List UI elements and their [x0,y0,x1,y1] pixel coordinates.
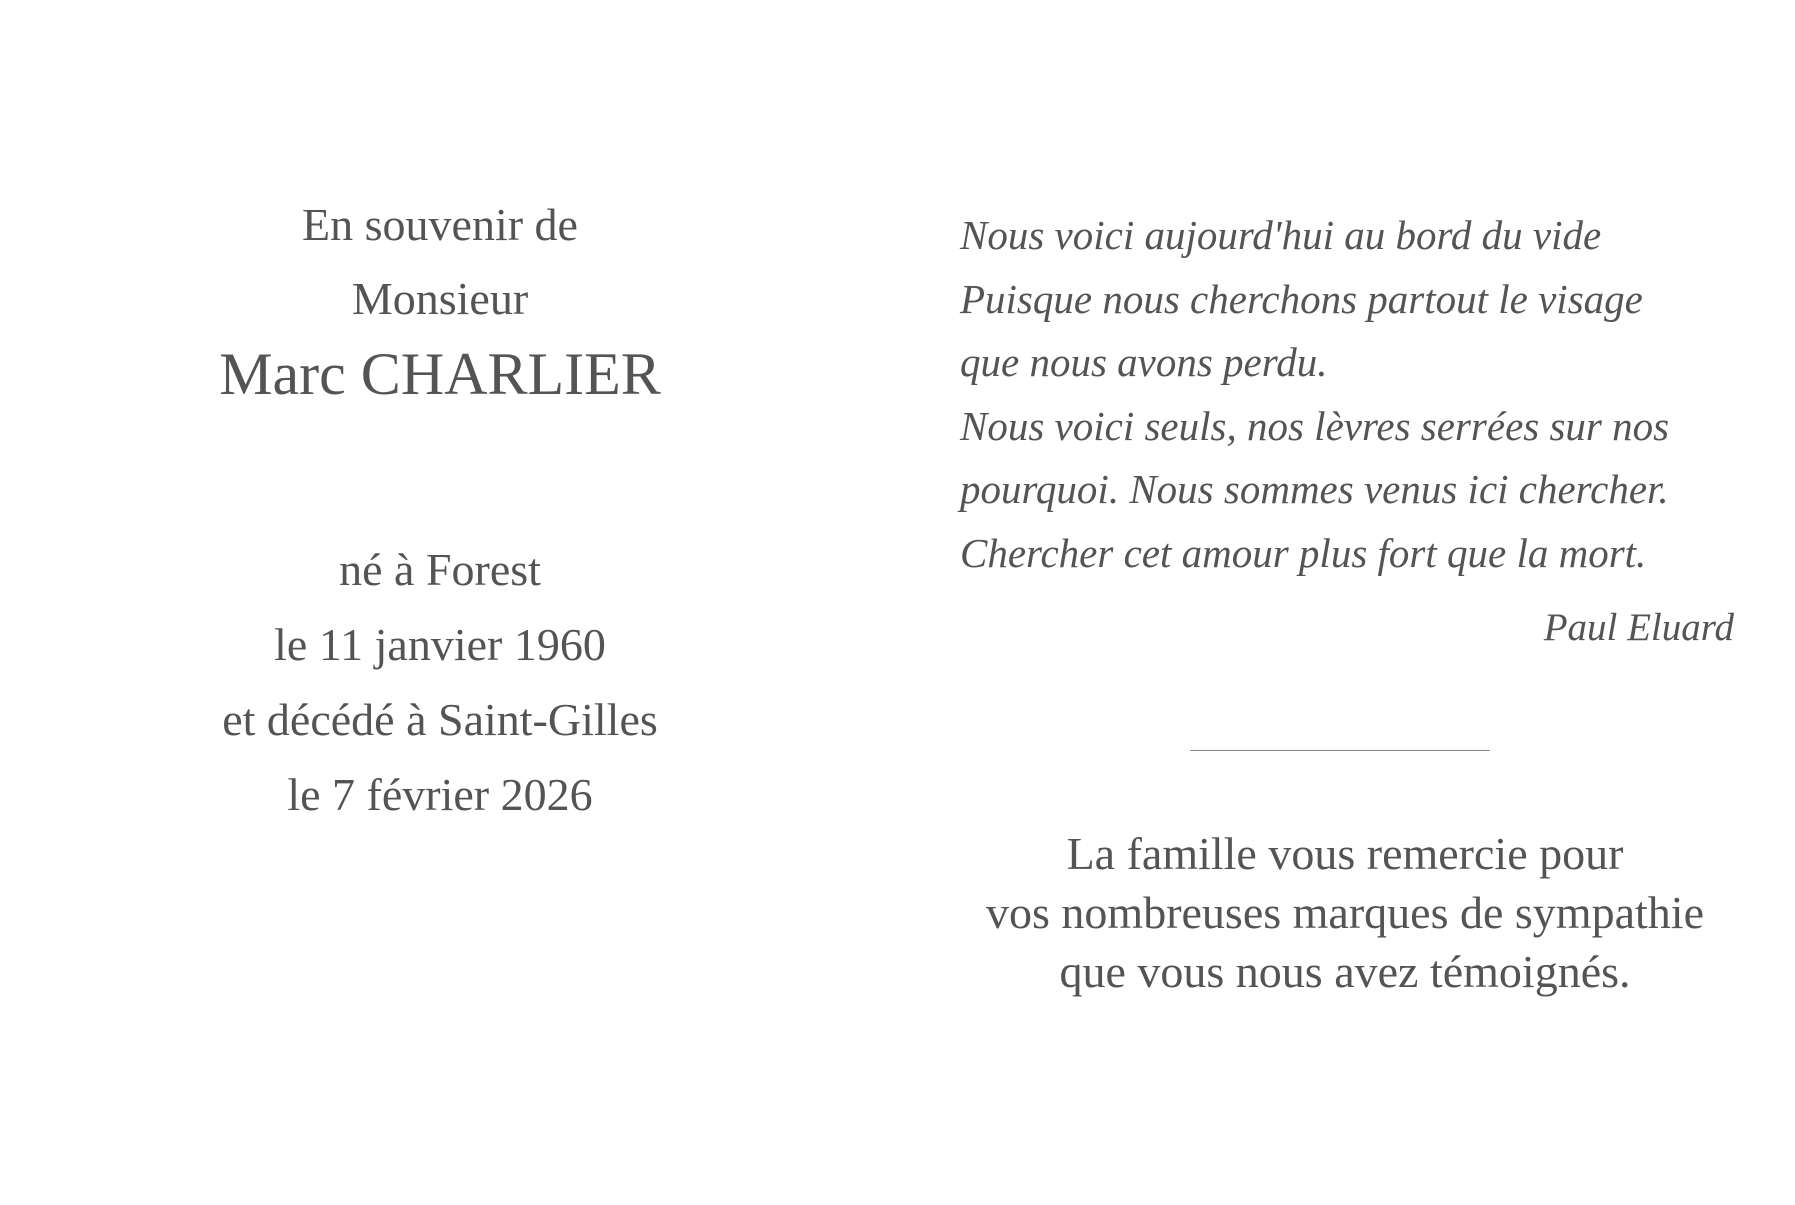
poem-author: Paul Eluard [1543,606,1734,649]
thanks-line: vos nombreuses marques de sympathie [986,887,1704,938]
poem [960,204,1760,585]
thanks-message [940,824,1750,1001]
poem-line: Nous voici aujourd'hui au bord du vide [960,212,1602,258]
intro-line: Monsieur [351,273,529,324]
poem-line: pourquoi. Nous sommes venus ici chercher. [960,466,1669,512]
death-date: le 7 février 2026 [287,769,593,820]
intro-line: En souvenir de [302,199,578,250]
spacer [140,412,740,532]
poem-line: Puisque nous cherchons partout le visage [960,275,1643,322]
deceased-name: Marc CHARLIER [219,341,661,407]
birth-place: né à Forest [339,544,541,595]
memorial-panel [140,188,740,832]
poem-line: Nous voici seuls, nos lèvres serrées sur nos [960,402,1670,449]
separator-line [1190,750,1490,751]
thanks-line: La famille vous remercie pour [1066,828,1624,879]
poem-line: que nous avons perdu. [960,339,1328,385]
poem-line: Chercher cet amour plus fort que la mort. [960,529,1647,576]
memorial-intro [140,188,740,336]
death-place: et décédé à Saint-Gilles [222,694,658,745]
birth-date: le 11 janvier 1960 [274,619,606,670]
memorial-details [140,532,740,832]
poem-panel [960,204,1760,653]
thanks-line: que vous nous avez témoignés. [1059,946,1631,997]
